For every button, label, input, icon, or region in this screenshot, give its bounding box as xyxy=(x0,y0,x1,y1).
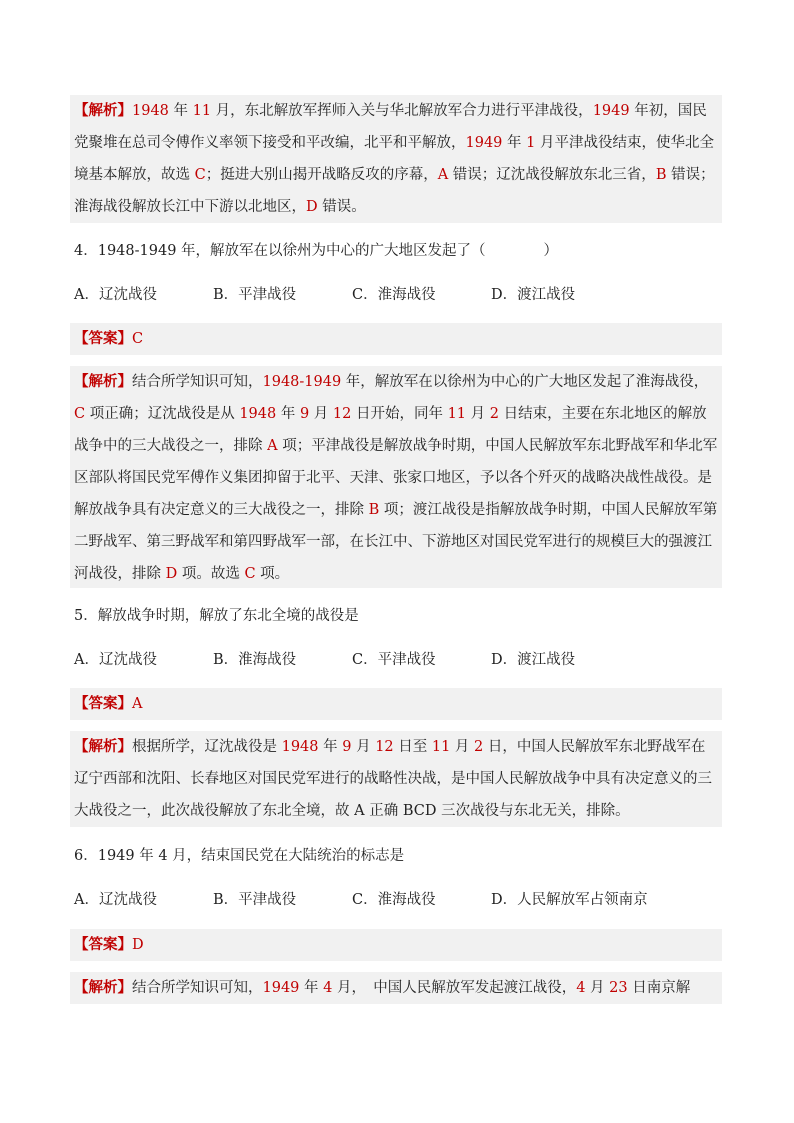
q6-analysis xyxy=(70,972,722,1004)
answer-label: 【答案】 xyxy=(74,936,132,953)
highlighted-term: 2 xyxy=(489,406,499,422)
answer-label: 【答案】 xyxy=(74,330,132,347)
q6-analysis-text xyxy=(132,980,690,996)
analysis-segment: 年 xyxy=(502,135,527,151)
highlighted-term: 1948-1949 xyxy=(262,374,342,390)
highlighted-term: A xyxy=(437,167,449,183)
analysis-segment: 项正确；辽沈战役是从 xyxy=(85,406,240,422)
highlighted-term: 1 xyxy=(526,135,536,151)
analysis-segment: 项。故选 xyxy=(177,566,245,582)
q5-analysis xyxy=(70,731,722,827)
q4-option-a[interactable]: A．辽沈战役 xyxy=(74,287,157,303)
analysis-segment: ；挺进大别山揭开战略反攻的序幕， xyxy=(205,167,438,183)
analysis-segment: 错误；辽沈战役解放东北三省， xyxy=(448,167,656,183)
analysis-segment: 年初，国民党聚堆在总司令傅作义率领下接受和平改编，北平和平解放， xyxy=(74,103,707,151)
analysis-segment: 年 xyxy=(318,739,343,755)
q4-answer-value: C xyxy=(132,331,144,347)
analysis-label: 【解析】 xyxy=(74,373,132,390)
q5-option-b[interactable]: B．淮海战役 xyxy=(213,652,297,668)
analysis-segment: 日开始，同年 xyxy=(351,406,448,422)
q6-answer-value: D xyxy=(132,937,144,953)
analysis-segment: 错误。 xyxy=(317,199,366,215)
q4-option-c[interactable]: C．淮海战役 xyxy=(352,287,436,303)
highlighted-term: 12 xyxy=(375,739,394,755)
q4-option-d[interactable]: D．渡江战役 xyxy=(491,287,576,303)
highlighted-term: 23 xyxy=(609,980,628,996)
q4-stem: 4．1948-1949 年，解放军在以徐州为中心的广大地区发起了（ ） xyxy=(74,243,559,259)
analysis-segment: 日结束，主要在东北地区的解放战争中的三大战役之一，排除 xyxy=(74,406,707,454)
highlighted-term: 1948 xyxy=(281,739,319,755)
analysis-segment: A xyxy=(354,803,365,819)
q6-answer xyxy=(70,929,722,961)
highlighted-term: B xyxy=(655,167,667,183)
highlighted-term: A xyxy=(267,438,278,454)
analysis-segment: 日，中国人民解放军东北野战军在辽宁西部和沈阳、长春地区对国民党军进行的战略性决战，是中国人民解放战争中具有决定意义的三大战役之一，此次战役解放了东北全境，故 xyxy=(74,739,712,819)
q3-analysis xyxy=(70,95,722,223)
highlighted-term: 1948 xyxy=(239,406,277,422)
analysis-segment: 月，东北解放军挥师入关与华北解放军合力进行平津战役， xyxy=(211,103,593,119)
highlighted-term: 11 xyxy=(192,103,212,119)
analysis-segment: 错误；淮海战役解放长江中下游以北地区， xyxy=(74,167,715,215)
analysis-label: 【解析】 xyxy=(74,102,132,119)
analysis-segment: 根据所学，辽沈战役是 xyxy=(132,739,282,755)
q5-analysis-text xyxy=(74,739,712,819)
q5-option-c[interactable]: C．平津战役 xyxy=(352,652,436,668)
analysis-segment: 月 xyxy=(351,739,376,755)
q4-options xyxy=(70,280,722,310)
analysis-segment: 日至 xyxy=(393,739,432,755)
highlighted-term: C xyxy=(74,406,86,422)
q6-option-d[interactable]: D．人民解放军占领南京 xyxy=(491,892,648,908)
highlighted-term: 11 xyxy=(431,739,451,755)
highlighted-term: 1948 xyxy=(132,103,169,119)
analysis-segment: 项。 xyxy=(255,566,290,582)
q5-option-d[interactable]: D．渡江战役 xyxy=(491,652,576,668)
highlighted-term: 1949 xyxy=(262,980,300,996)
q5-answer xyxy=(70,688,722,720)
q4-option-b[interactable]: B．平津战役 xyxy=(213,287,297,303)
q5-options xyxy=(70,645,722,675)
analysis-segment: 日南京解 xyxy=(627,980,691,996)
q4-analysis-text xyxy=(74,374,717,582)
highlighted-term: 9 xyxy=(299,406,310,422)
highlighted-term: C xyxy=(194,167,206,183)
analysis-segment: BCD xyxy=(402,803,437,819)
highlighted-term: 1949 xyxy=(465,135,503,151)
analysis-segment: 三次战役与东北无关，排除。 xyxy=(436,803,630,819)
q6-options xyxy=(70,885,722,915)
highlighted-term: C xyxy=(244,566,256,582)
q4-analysis xyxy=(70,366,722,588)
highlighted-term: 2 xyxy=(474,739,484,755)
highlighted-term: 4 xyxy=(576,980,586,996)
highlighted-term: D xyxy=(165,566,178,582)
analysis-segment: 月 xyxy=(450,739,475,755)
analysis-segment: 项；平津战役是解放战争时期，中国人民解放军东北野战军和华北军区部队将国民党军傅作义集团抑留于北平、天津、张家口地区，予以各个歼灭的战略决战性战役。是解放战争具有决定意义的三大战役之一，排除 xyxy=(74,438,718,518)
analysis-segment: 月， 中国人民解放军发起渡江战役， xyxy=(332,980,577,996)
q6-option-b[interactable]: B．平津战役 xyxy=(213,892,297,908)
q5-stem: 5．解放战争时期，解放了东北全境的战役是 xyxy=(74,608,359,624)
analysis-segment: 年 xyxy=(299,980,324,996)
highlighted-term: D xyxy=(306,199,318,215)
q4-answer xyxy=(70,323,722,355)
analysis-label: 【解析】 xyxy=(74,738,132,755)
analysis-segment: 正确 xyxy=(364,803,403,819)
highlighted-term: 11 xyxy=(447,406,467,422)
q6-option-a[interactable]: A．辽沈战役 xyxy=(74,892,157,908)
analysis-segment: 结合所学知识可知， xyxy=(132,980,263,996)
q6-option-c[interactable]: C．淮海战役 xyxy=(352,892,436,908)
analysis-segment: 年 xyxy=(168,103,193,119)
highlighted-term: 9 xyxy=(342,739,352,755)
highlighted-term: 1949 xyxy=(592,103,630,119)
answer-label: 【答案】 xyxy=(74,695,132,712)
highlighted-term: B xyxy=(368,502,380,518)
highlighted-term: 4 xyxy=(323,980,333,996)
analysis-segment: 月 xyxy=(585,980,610,996)
analysis-segment: 年 xyxy=(276,406,300,422)
highlighted-term: 12 xyxy=(332,406,352,422)
analysis-segment: 月平津战役结束，使华北全境基本解放，故选 xyxy=(74,135,714,183)
q5-answer-value: A xyxy=(132,696,143,712)
analysis-segment: 月 xyxy=(309,406,333,422)
q5-option-a[interactable]: A．辽沈战役 xyxy=(74,652,157,668)
analysis-segment: 年，解放军在以徐州为中心的广大地区发起了淮海战役， xyxy=(341,374,709,390)
analysis-segment: 月 xyxy=(466,406,490,422)
analysis-segment: 项；渡江战役是指解放战争时期，中国人民解放军第二野战军、第三野战军和第四野战军一部，在长江中、下游地区对国民党军进行的规模巨大的强渡江河战役，排除 xyxy=(74,502,718,582)
analysis-segment: 结合所学知识可知， xyxy=(132,374,263,390)
analysis-label: 【解析】 xyxy=(74,979,132,996)
q6-stem: 6．1949 年 4 月，结束国民党在大陆统治的标志是 xyxy=(74,848,405,864)
q3-analysis-text xyxy=(74,103,715,215)
